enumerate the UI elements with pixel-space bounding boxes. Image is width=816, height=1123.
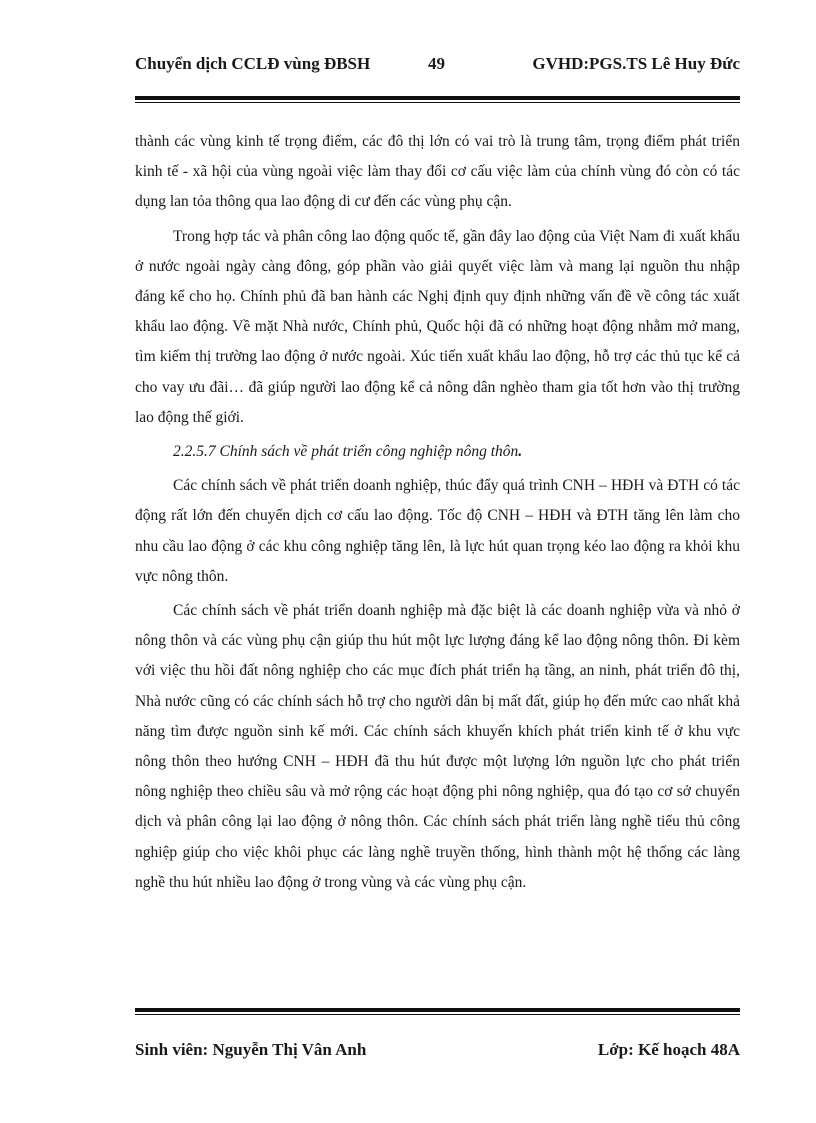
paragraph-3: Các chính sách về phát triển doanh nghiệp, thúc đẩy quá trình CNH – HĐH và ĐTH có tác động rất lớn đến chuyển dịch cơ cấu lao động. Tốc độ CNH – HĐH và ĐTH tăng lên làm cho nhu cầu lao động ở các khu công nghiệp tăng lên, là lực hút quan trọng kéo lao động ra khỏi khu vực nông thôn. <box>135 477 740 585</box>
page-footer <box>135 1040 740 1064</box>
footer-rule <box>135 1008 740 1015</box>
footer-class: Lớp: Kế hoạch 48A <box>597 1040 740 1059</box>
paragraph-2: Trong hợp tác và phân công lao động quốc tế, gần đây lao động của Việt Nam đi xuất khẩu ở nước ngoài ngày càng đông, góp phần vào giải quyết việc làm và mang lại nguồn thu nhập đáng kể cho họ. Chính phủ đã ban hành các Nghị định quy định những vấn đề về công tác xuất khẩu lao động. Về mặt Nhà nước, Chính phủ, Quốc hội đã có những hoạt động nhằm mở mang, tìm kiếm thị trường lao động ở nước ngoài. Xúc tiến xuất khẩu lao động, hỗ trợ các thủ tục kể cả cho vay ưu đãi… đã giúp người lao động kể cả nông dân nghèo tham gia tốt hơn vào thị trường lao động thế giới. <box>135 227 740 426</box>
section-heading-dot: . <box>518 443 523 461</box>
section-heading <box>135 437 740 467</box>
paragraph-4: Các chính sách về phát triển doanh nghiệp mà đặc biệt là các doanh nghiệp vừa và nhỏ ở nông thôn và các vùng phụ cận giúp thu hút một lực lượng đáng kể lao động nông thôn. Đi kèm với việc thu hồi đất nông nghiệp cho các mục đích phát triển hạ tầng, an ninh, phát triển đô thị, Nhà nước cũng có các chính sách hỗ trợ cho người dân bị mất đất, giúp họ đến mức cao nhất khả năng tìm được nguồn sinh kế mới. Các chính sách khuyến khích phát triển kinh tế ở khu vực nông thôn theo hướng CNH – HĐH đã thu hút được một lượng lớn nguồn lực cho phát triển nông nghiệp theo chiều sâu và mở rộng các hoạt động phi nông nghiệp, qua đó tạo cơ sở chuyển dịch và phân công lại lao động ở nông thôn. Các chính sách phát triển làng nghề tiểu thủ công nghiệp giúp cho việc khôi phục các làng nghề truyền thống, hình thành một hệ thống các làng nghề thu hút nhiều lao động ở trong vùng và các vùng phụ cận. <box>135 602 740 891</box>
paragraph-1: thành các vùng kinh tế trọng điểm, các đô thị lớn có vai trò là trung tâm, trọng điểm phát triển kinh tế - xã hội của vùng ngoài việc làm thay đổi cơ cấu việc làm của chính vùng đó còn có tác dụng lan tỏa thông qua lao động di cư đến các vùng phụ cận. <box>135 133 740 211</box>
footer-rule-thick <box>135 1008 740 1012</box>
header-rule <box>135 96 740 103</box>
page-header <box>135 54 740 78</box>
page-number: 49 <box>428 54 445 73</box>
section-heading-text: 2.2.5.7 Chính sách về phát triển công nghiệp nông thôn <box>173 443 519 461</box>
header-advisor: GVHD:PGS.TS Lê Huy Đức <box>532 54 740 73</box>
footer-rule-thin <box>135 1014 740 1015</box>
header-rule-thin <box>135 102 740 103</box>
header-title: Chuyển dịch CCLĐ vùng ĐBSH <box>135 54 371 73</box>
header-rule-thick <box>135 96 740 100</box>
body-text <box>135 127 740 902</box>
footer-student: Sinh viên: Nguyễn Thị Vân Anh <box>135 1040 367 1059</box>
